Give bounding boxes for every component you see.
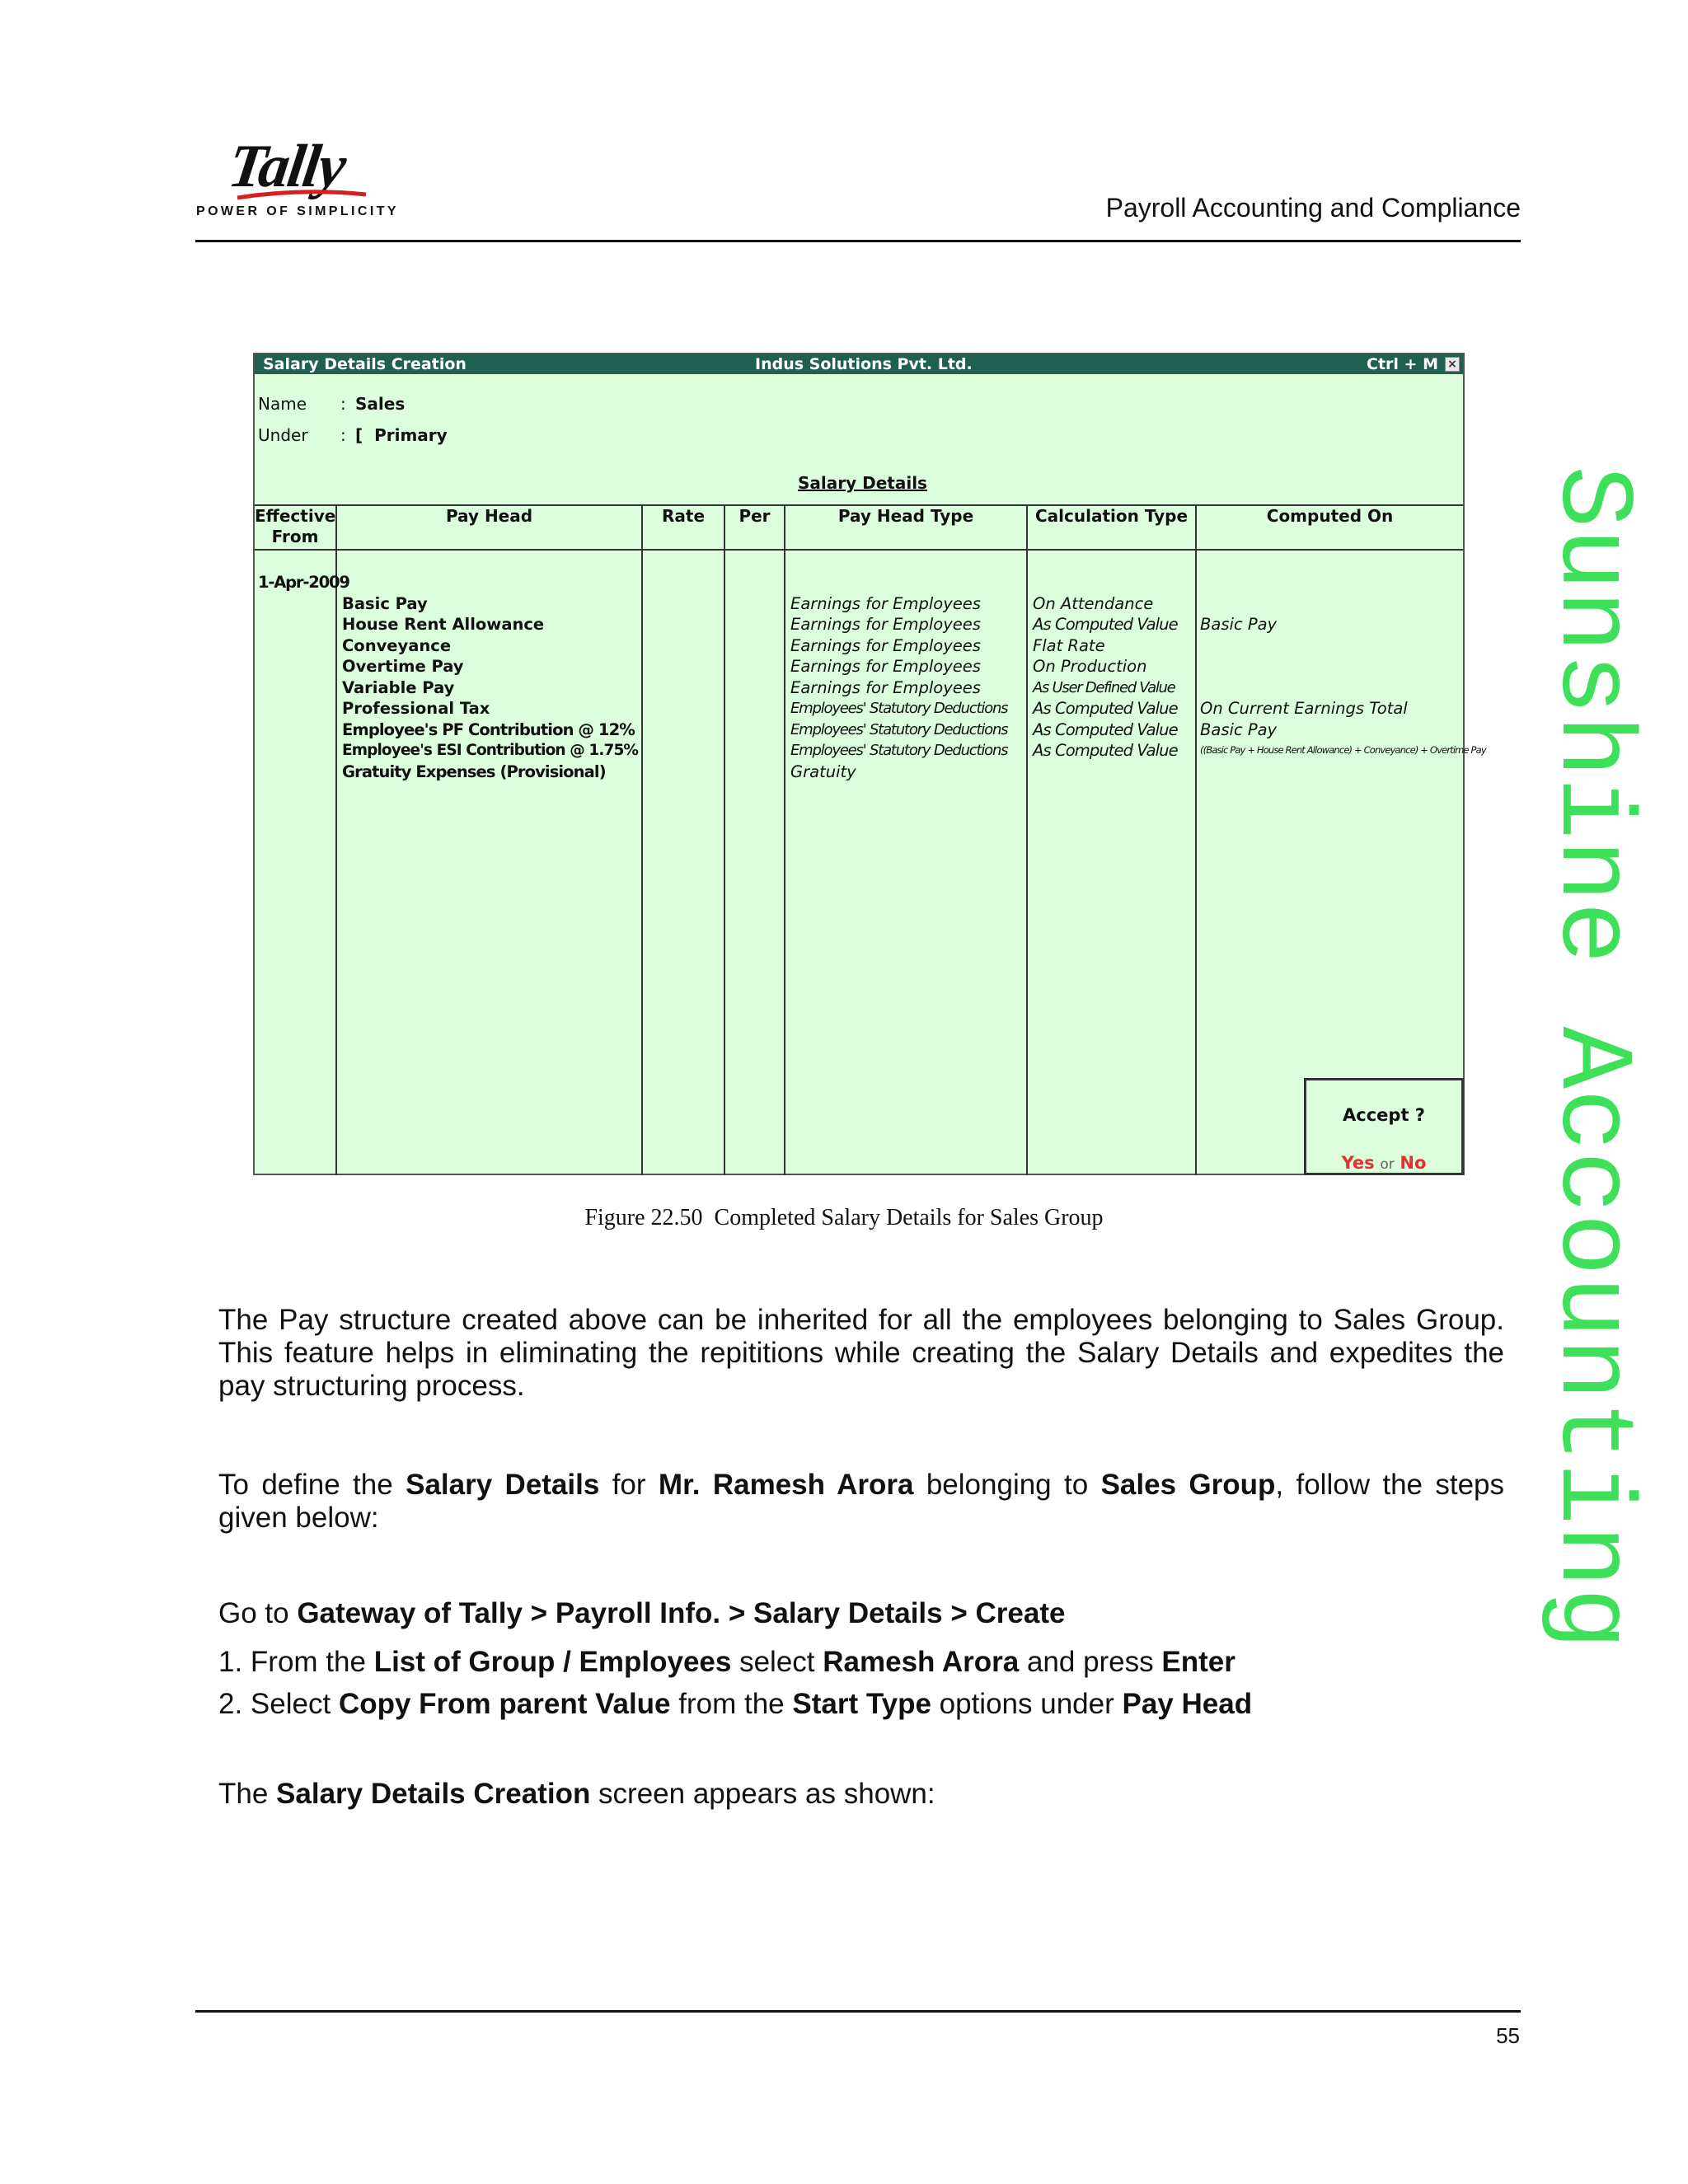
figure-caption: Figure 22.50 Completed Salary Details for Sales Group [584, 1205, 1104, 1230]
step-number: 2. [218, 1688, 243, 1720]
under-colon: : [340, 425, 346, 445]
pay-head-type-cell: Earnings for Employees [790, 678, 981, 697]
name-label: Name [258, 394, 307, 414]
column-divider [641, 504, 643, 1175]
page-number: 55 [1496, 2023, 1520, 2048]
effective-date: 1-Apr-2009 [258, 573, 349, 592]
paragraph-inheritance: The Pay structure created above can be inherited for all the employees belonging to Sales Group. This feature helps in eliminating the repititions while creating the Salary Details and expedites the pay structuring process. [218, 1304, 1504, 1402]
calculation-type-cell: As Computed Value [1033, 615, 1178, 634]
paragraph-screen-appears [218, 1778, 935, 1811]
column-divider [1195, 504, 1197, 1175]
text-run: belonging to [913, 1469, 1101, 1501]
text-run-bold: List of Group / Employees [373, 1646, 732, 1678]
text-run: and press [1019, 1646, 1162, 1678]
pay-head-cell: Conveyance [342, 636, 452, 655]
calculation-type-cell: As Computed Value [1033, 699, 1178, 718]
calculation-type-cell: As User Defined Value [1033, 679, 1175, 696]
text-run: for [599, 1469, 659, 1501]
pay-head-type-cell: Earnings for Employees [790, 636, 981, 655]
text-run-bold: Sales Group [1100, 1469, 1276, 1501]
screen-title-bar [255, 354, 1463, 374]
pay-head-type-cell: Earnings for Employees [790, 615, 981, 634]
company-name: Indus Solutions Pvt. Ltd. [755, 355, 973, 373]
tally-logo [196, 132, 399, 223]
side-watermark [1532, 466, 1658, 1702]
header-rule [195, 240, 1521, 242]
pay-head-cell: Employee's PF Contribution @ 12% [342, 720, 635, 739]
calculation-type-cell: As Computed Value [1033, 741, 1178, 760]
logo-wordmark: Tally [224, 133, 349, 200]
or-label: or [1380, 1156, 1395, 1173]
under-value: [ Primary [355, 425, 448, 445]
calculation-type-cell: On Attendance [1033, 594, 1154, 613]
col-header-pay-head-type: Pay Head Type [837, 506, 974, 526]
text-run-bold: Salary Details [406, 1469, 600, 1501]
pay-head-type-cell: Employees' Statutory Deductions [790, 700, 1008, 717]
text-run-bold: Salary Details Creation [276, 1778, 591, 1810]
text-run: To define the [218, 1469, 406, 1501]
no-button[interactable]: No [1400, 1153, 1427, 1173]
shortcut-hint: Ctrl + M [1367, 355, 1438, 373]
pay-head-cell: House Rent Allowance [342, 615, 545, 634]
text-run-bold: Enter [1161, 1646, 1236, 1678]
logo-tagline: POWER OF SIMPLICITY [196, 204, 399, 218]
name-colon: : [340, 394, 346, 414]
col-header-calculation-type: Calculation Type [1034, 506, 1189, 526]
text-run: Go to [218, 1597, 298, 1629]
text-run-bold: Copy From parent Value [338, 1688, 671, 1720]
pay-head-type-cell: Employees' Statutory Deductions [790, 721, 1008, 738]
pay-head-cell: Employee's ESI Contribution @ 1.75% [342, 742, 639, 759]
col-header-effective-line2: From [271, 527, 319, 546]
screen-title: Salary Details Creation [263, 355, 467, 373]
column-divider [724, 504, 725, 1175]
text-run: screen appears as shown: [590, 1778, 935, 1810]
accept-options [1306, 1153, 1461, 1173]
text-run-bold: Gateway of Tally > Payroll Info. > Salary Details > Create [297, 1597, 1066, 1629]
text-run: , follow the steps given below: [218, 1469, 1505, 1534]
col-header-effective-from [255, 506, 335, 547]
text-run-bold: Pay Head [1122, 1688, 1253, 1720]
navigation-path [218, 1597, 1065, 1630]
salary-details-screen [253, 353, 1486, 1175]
salary-details-heading: Salary Details [798, 473, 927, 493]
logo-swoosh-icon [236, 190, 368, 201]
col-header-per: Per [738, 506, 771, 526]
column-divider [784, 504, 785, 1175]
computed-on-cell: ((Basic Pay + House Rent Allowance) + Conveyance) + Overtime Pay [1200, 744, 1486, 756]
running-head: Payroll Accounting and Compliance [1105, 193, 1521, 223]
text-run-bold: Start Type [792, 1688, 931, 1720]
col-header-rate: Rate [661, 506, 706, 526]
text-run-bold: Mr. Ramesh Arora [658, 1469, 914, 1501]
table-header-rule [255, 549, 1463, 551]
column-divider [1026, 504, 1028, 1175]
text-run-bold: Ramesh Arora [823, 1646, 1020, 1678]
calculation-type-cell: Flat Rate [1033, 636, 1105, 655]
column-divider [335, 504, 337, 1175]
col-header-pay-head: Pay Head [445, 506, 533, 526]
computed-on-cell: Basic Pay [1200, 720, 1278, 739]
text-run: from the [670, 1688, 793, 1720]
footer-rule [195, 2010, 1521, 2013]
pay-head-cell: Basic Pay [342, 594, 428, 613]
text-run: select [731, 1646, 823, 1678]
pay-head-type-cell: Employees' Statutory Deductions [790, 742, 1008, 759]
step-number: 1. [218, 1646, 243, 1678]
under-label: Under [258, 425, 308, 445]
calculation-type-cell: As Computed Value [1033, 720, 1178, 739]
pay-head-type-cell: Earnings for Employees [790, 594, 981, 613]
paragraph-define-salary [218, 1469, 1504, 1535]
pay-head-type-cell: Earnings for Employees [790, 657, 981, 676]
name-value: Sales [355, 394, 406, 414]
accept-dialog [1304, 1078, 1464, 1175]
text-run: options under [931, 1688, 1123, 1720]
pay-head-cell: Overtime Pay [342, 657, 464, 676]
pay-head-cell: Gratuity Expenses (Provisional) [342, 762, 606, 781]
text-run: Select [242, 1688, 339, 1720]
col-header-computed-on: Computed On [1266, 506, 1394, 526]
calculation-type-cell: On Production [1033, 657, 1147, 676]
pay-head-type-cell: Gratuity [790, 762, 856, 781]
pay-head-cell: Professional Tax [342, 699, 490, 718]
computed-on-cell: On Current Earnings Total [1200, 699, 1408, 718]
pay-head-cell: Variable Pay [342, 678, 455, 697]
yes-button[interactable]: Yes [1341, 1153, 1375, 1173]
side-watermark-text: Sunshine Accounting [1532, 466, 1650, 1650]
col-header-effective-line1: Effective [255, 506, 336, 526]
step-1 [218, 1646, 1236, 1679]
text-run: The [218, 1778, 277, 1810]
accept-question: Accept ? [1343, 1105, 1425, 1125]
close-icon[interactable]: × [1445, 357, 1460, 372]
computed-on-cell: Basic Pay [1200, 615, 1278, 634]
step-2 [218, 1688, 1252, 1721]
text-run: From the [242, 1646, 374, 1678]
